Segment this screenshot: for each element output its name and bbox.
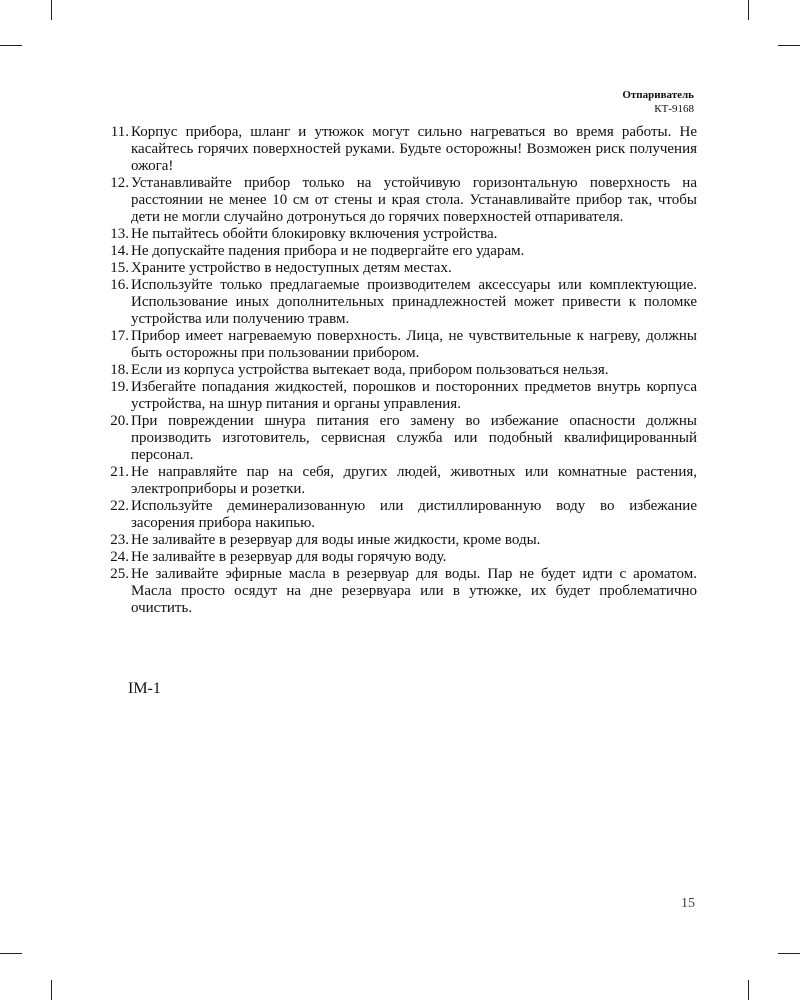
list-item [102, 124, 697, 175]
list-item-number: 11. [110, 124, 129, 140]
list-item-number: 24. [110, 549, 129, 565]
list-item [102, 328, 697, 362]
list-item-number: 22. [110, 498, 129, 514]
crop-mark [51, 0, 52, 20]
crop-mark [51, 980, 52, 1000]
list-item [102, 566, 697, 617]
list-item [102, 532, 697, 549]
list-item [102, 277, 697, 328]
list-item-text: Если из корпуса устройства вытекает вода, прибором пользоваться нельзя. [131, 362, 609, 378]
list-item [102, 413, 697, 464]
safety-instructions-list [102, 124, 697, 617]
list-item-text: Не допускайте падения прибора и не подвергайте его ударам. [131, 243, 525, 259]
list-item [102, 260, 697, 277]
list-item-number: 25. [110, 566, 129, 582]
list-item-number: 16. [110, 277, 129, 293]
list-item-text: Корпус прибора, шланг и утюжок могут сильно нагреваться во время работы. Не касайтесь горячих поверхностей руками. Будьте осторожны! Возможен риск получения ожога! [131, 124, 697, 174]
list-item-text: Храните устройство в недоступных детям местах. [131, 260, 452, 276]
crop-mark [0, 953, 22, 954]
crop-mark [778, 45, 800, 46]
list-item [102, 549, 697, 566]
header-title: Отпариватель [622, 89, 694, 101]
page-header [622, 88, 694, 116]
list-item-text: Избегайте попадания жидкостей, порошков и посторонних предметов внутрь корпуса устройства, на шнур питания и органы управления. [131, 379, 697, 412]
list-item [102, 379, 697, 413]
list-item-text: Используйте только предлагаемые производителем аксессуары или комплектующие. Использование иных дополнительных принадлежностей может привести к поломке устройства или получению травм. [131, 277, 697, 327]
list-item [102, 362, 697, 379]
list-item-text: Не пытайтесь обойти блокировку включения устройства. [131, 226, 498, 242]
list-item-number: 14. [110, 243, 129, 259]
crop-mark [748, 0, 749, 20]
header-model: КТ-9168 [654, 103, 694, 115]
list-item-text: Используйте деминерализованную или дистиллированную воду во избежание засорения прибора накипью. [131, 498, 697, 531]
list-item-text: Не заливайте эфирные масла в резервуар для воды. Пар не будет идти с ароматом. Масла просто осядут на дне резервуара или в утюжке, их будет проблематично очистить. [131, 566, 697, 616]
document-code: IM-1 [128, 680, 161, 697]
list-item [102, 175, 697, 226]
list-item-number: 12. [110, 175, 129, 191]
list-item-text: Прибор имеет нагреваемую поверхность. Лица, не чувствительные к нагреву, должны быть осторожны при пользовании прибором. [131, 328, 697, 361]
list-item-text: При повреждении шнура питания его замену во избежание опасности должны производить изготовитель, сервисная служба или подобный квалифицированный персонал. [131, 413, 697, 463]
list-item [102, 243, 697, 260]
crop-mark [748, 980, 749, 1000]
list-item-number: 19. [110, 379, 129, 395]
list-item-text: Не заливайте в резервуар для воды горячую воду. [131, 549, 447, 565]
list-item [102, 498, 697, 532]
list-item-number: 18. [110, 362, 129, 378]
list-item-number: 17. [110, 328, 129, 344]
list-item-text: Не направляйте пар на себя, других людей, животных или комнатные растения, электроприборы и розетки. [131, 464, 697, 497]
list-item-number: 13. [110, 226, 129, 242]
list-item-text: Устанавливайте прибор только на устойчивую горизонтальную поверхность на расстоянии не менее 10 см от стены и края стола. Устанавливайте прибор так, чтобы дети не могли случайно дотронуться до горячих поверхностей отпаривателя. [131, 175, 697, 225]
page-number: 15 [681, 896, 695, 911]
list-item [102, 226, 697, 243]
crop-mark [0, 45, 22, 46]
list-item-text: Не заливайте в резервуар для воды иные жидкости, кроме воды. [131, 532, 541, 548]
list-item-number: 20. [110, 413, 129, 429]
list-item-number: 15. [110, 260, 129, 276]
list-item-number: 23. [110, 532, 129, 548]
list-item [102, 464, 697, 498]
list-item-number: 21. [110, 464, 129, 480]
crop-mark [778, 953, 800, 954]
